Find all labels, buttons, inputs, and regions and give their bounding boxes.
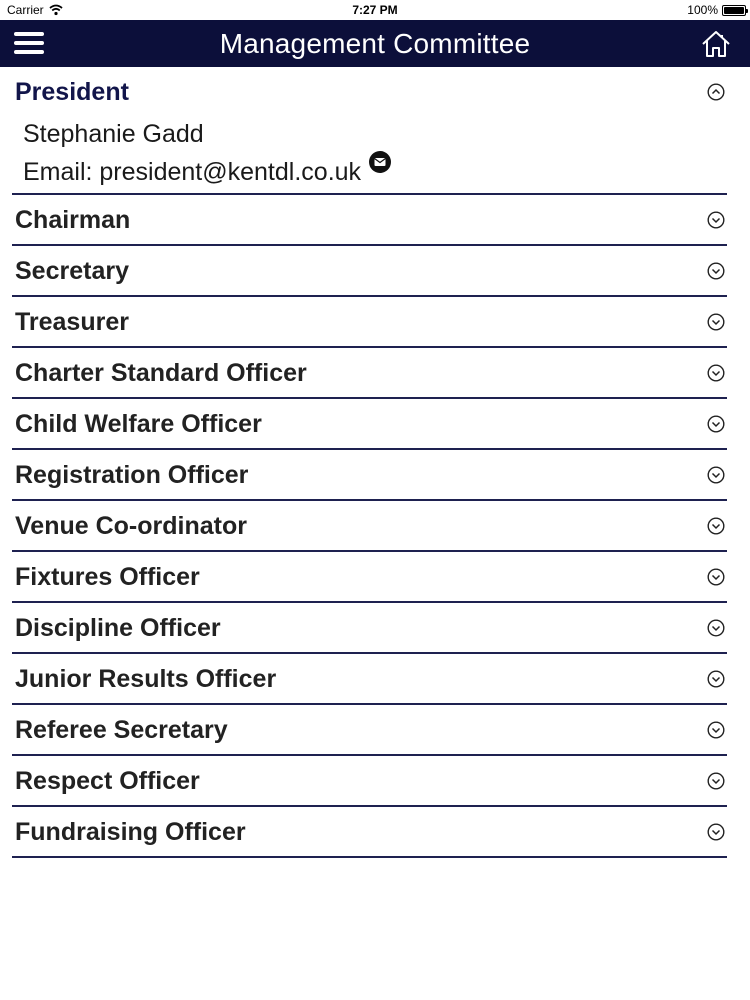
accordion-header[interactable] <box>12 246 727 295</box>
email-row <box>23 157 727 191</box>
chevron-down-icon[interactable] <box>707 517 725 535</box>
section-title: Child Welfare Officer <box>15 410 262 438</box>
section-title: Fundraising Officer <box>15 818 246 846</box>
accordion-header[interactable] <box>12 501 727 550</box>
battery-percent: 100% <box>687 3 718 17</box>
battery-fill <box>724 7 744 14</box>
accordion-header[interactable] <box>12 807 727 856</box>
section-title: Venue Co-ordinator <box>15 512 247 540</box>
section-title: Registration Officer <box>15 461 249 489</box>
chevron-down-icon[interactable] <box>707 721 725 739</box>
chevron-up-icon[interactable] <box>707 83 725 101</box>
chevron-down-icon[interactable] <box>707 415 725 433</box>
section-title: Junior Results Officer <box>15 665 277 693</box>
page-title: Management Committee <box>219 28 531 59</box>
envelope-icon[interactable] <box>369 151 391 173</box>
accordion-section <box>12 195 727 246</box>
officer-email[interactable]: Email: president@kentdl.co.uk <box>23 158 362 186</box>
section-title: Secretary <box>15 257 129 285</box>
chevron-down-icon[interactable] <box>707 772 725 790</box>
carrier-label: Carrier <box>7 3 44 17</box>
accordion-header[interactable] <box>12 348 727 397</box>
section-title: Referee Secretary <box>15 716 228 744</box>
chevron-down-icon[interactable] <box>707 313 725 331</box>
chevron-down-icon[interactable] <box>707 619 725 637</box>
accordion-section <box>12 246 727 297</box>
section-title: President <box>15 78 129 106</box>
accordion-section <box>12 705 727 756</box>
chevron-down-icon[interactable] <box>707 823 725 841</box>
accordion-section <box>12 552 727 603</box>
chevron-down-icon[interactable] <box>707 466 725 484</box>
section-title: Fixtures Officer <box>15 563 200 591</box>
section-title: Chairman <box>15 206 131 234</box>
accordion-body <box>12 119 727 193</box>
home-icon[interactable] <box>700 29 732 59</box>
accordion-section <box>12 297 727 348</box>
chevron-down-icon[interactable] <box>707 211 725 229</box>
clock: 7:27 PM <box>352 3 398 17</box>
accordion-section <box>12 348 727 399</box>
accordion-section <box>12 603 727 654</box>
committee-accordion <box>12 67 727 858</box>
section-title: Discipline Officer <box>15 614 221 642</box>
status-bar <box>0 0 750 20</box>
chevron-down-icon[interactable] <box>707 262 725 280</box>
section-title: Charter Standard Officer <box>15 359 307 387</box>
chevron-down-icon[interactable] <box>707 568 725 586</box>
accordion-section <box>12 807 727 858</box>
section-title: Treasurer <box>15 308 129 336</box>
chevron-down-icon[interactable] <box>707 670 725 688</box>
accordion-header[interactable] <box>12 705 727 754</box>
accordion-section <box>12 756 727 807</box>
section-title: Respect Officer <box>15 767 200 795</box>
accordion-section <box>12 501 727 552</box>
accordion-header[interactable] <box>12 399 727 448</box>
accordion-header[interactable] <box>12 603 727 652</box>
accordion-header[interactable] <box>12 654 727 703</box>
nav-bar <box>0 20 750 67</box>
accordion-header[interactable] <box>12 552 727 601</box>
accordion-header[interactable] <box>12 756 727 805</box>
hamburger-menu-icon[interactable] <box>14 32 46 56</box>
accordion-section <box>12 654 727 705</box>
accordion-header[interactable] <box>12 195 727 244</box>
accordion-header[interactable] <box>12 450 727 499</box>
accordion-section <box>12 399 727 450</box>
accordion-section <box>12 67 727 195</box>
officer-name: Stephanie Gadd <box>23 120 204 148</box>
accordion-header[interactable] <box>12 67 727 119</box>
accordion-section <box>12 450 727 501</box>
accordion-header[interactable] <box>12 297 727 346</box>
chevron-down-icon[interactable] <box>707 364 725 382</box>
battery-icon <box>722 5 746 16</box>
